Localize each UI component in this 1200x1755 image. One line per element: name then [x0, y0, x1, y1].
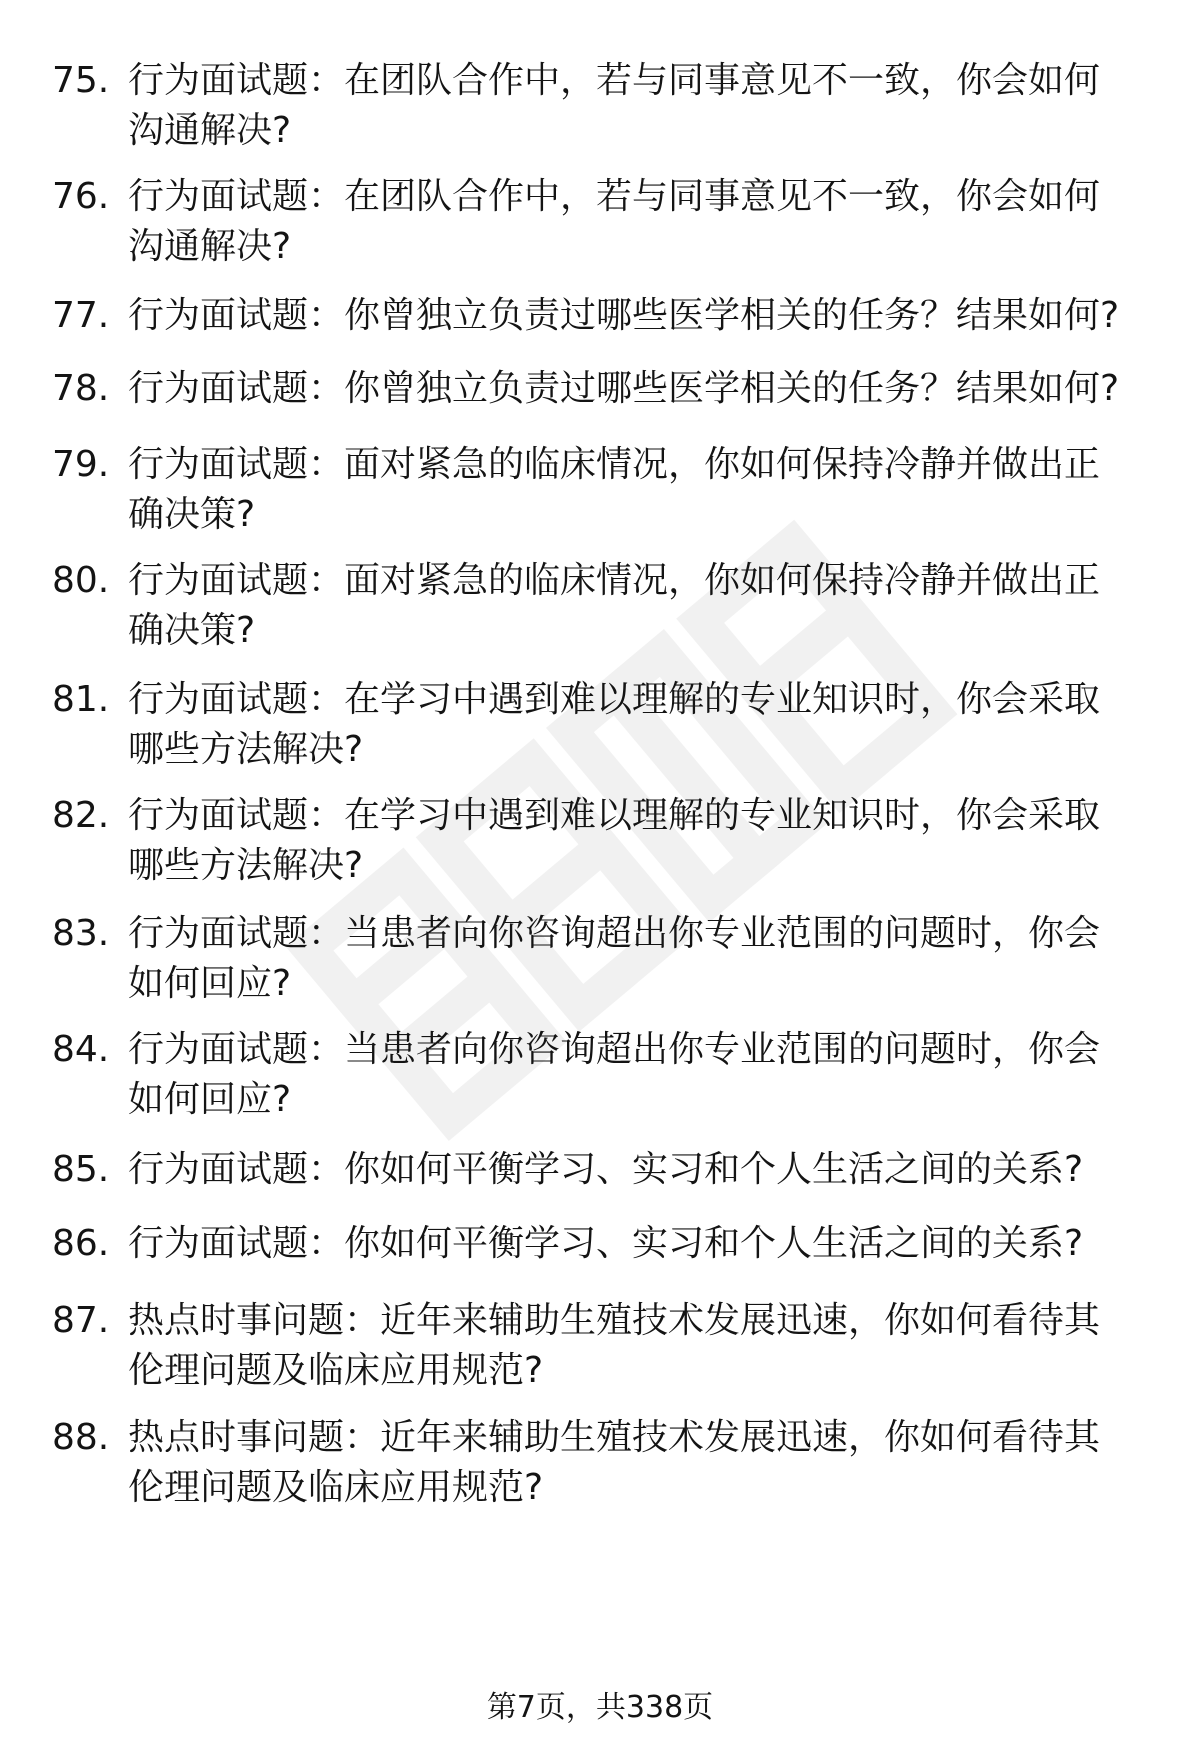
question-number: 75.: [52, 60, 110, 101]
question-item: [52, 440, 1132, 540]
question-number: 81.: [52, 679, 110, 720]
question-text: 行为面试题：你如何平衡学习、实习和个人生活之间的关系?: [128, 1223, 1084, 1264]
question-text: 行为面试题：在团队合作中，若与同事意见不一致，你会如何沟通解决?: [128, 176, 1101, 267]
question-item: [52, 909, 1132, 1009]
question-item: [52, 675, 1132, 775]
question-number: 87.: [52, 1300, 110, 1341]
question-number: 86.: [52, 1223, 110, 1264]
question-text: 行为面试题：你曾独立负责过哪些医学相关的任务？结果如何?: [128, 368, 1120, 409]
question-text: 行为面试题：在学习中遇到难以理解的专业知识时，你会采取哪些方法解决?: [128, 795, 1101, 886]
page-footer: 第7页，共338页: [486, 1690, 714, 1725]
question-text: 行为面试题：当患者向你咨询超出你专业范围的问题时，你会如何回应?: [128, 1029, 1101, 1120]
question-item: [52, 1219, 1132, 1269]
question-item: [52, 364, 1132, 414]
question-number: 88.: [52, 1417, 110, 1458]
question-number: 79.: [52, 444, 110, 485]
question-number: 78.: [52, 368, 110, 409]
question-number: 83.: [52, 913, 110, 954]
question-item: [52, 1145, 1132, 1195]
question-item: [52, 1025, 1132, 1125]
question-item: [52, 791, 1132, 891]
question-item: [52, 1296, 1132, 1396]
question-number: 85.: [52, 1149, 110, 1190]
question-text: 热点时事问题：近年来辅助生殖技术发展迅速，你如何看待其伦理问题及临床应用规范?: [128, 1300, 1101, 1391]
question-item: [52, 56, 1132, 156]
question-text: 行为面试题：面对紧急的临床情况，你如何保持冷静并做出正确决策?: [128, 560, 1101, 651]
question-text: 行为面试题：你曾独立负责过哪些医学相关的任务？结果如何?: [128, 295, 1120, 336]
question-item: [52, 1413, 1132, 1513]
question-number: 80.: [52, 560, 110, 601]
question-text: 行为面试题：你如何平衡学习、实习和个人生活之间的关系?: [128, 1149, 1084, 1190]
question-number: 84.: [52, 1029, 110, 1070]
question-item: [52, 291, 1132, 341]
question-item: [52, 172, 1132, 272]
question-text: 热点时事问题：近年来辅助生殖技术发展迅速，你如何看待其伦理问题及临床应用规范?: [128, 1417, 1101, 1508]
question-text: 行为面试题：面对紧急的临床情况，你如何保持冷静并做出正确决策?: [128, 444, 1101, 535]
question-text: 行为面试题：在团队合作中，若与同事意见不一致，你会如何沟通解决?: [128, 60, 1101, 151]
question-number: 76.: [52, 176, 110, 217]
question-text: 行为面试题：在学习中遇到难以理解的专业知识时，你会采取哪些方法解决?: [128, 679, 1101, 770]
question-text: 行为面试题：当患者向你咨询超出你专业范围的问题时，你会如何回应?: [128, 913, 1101, 1004]
question-item: [52, 556, 1132, 656]
question-number: 82.: [52, 795, 110, 836]
question-number: 77.: [52, 295, 110, 336]
